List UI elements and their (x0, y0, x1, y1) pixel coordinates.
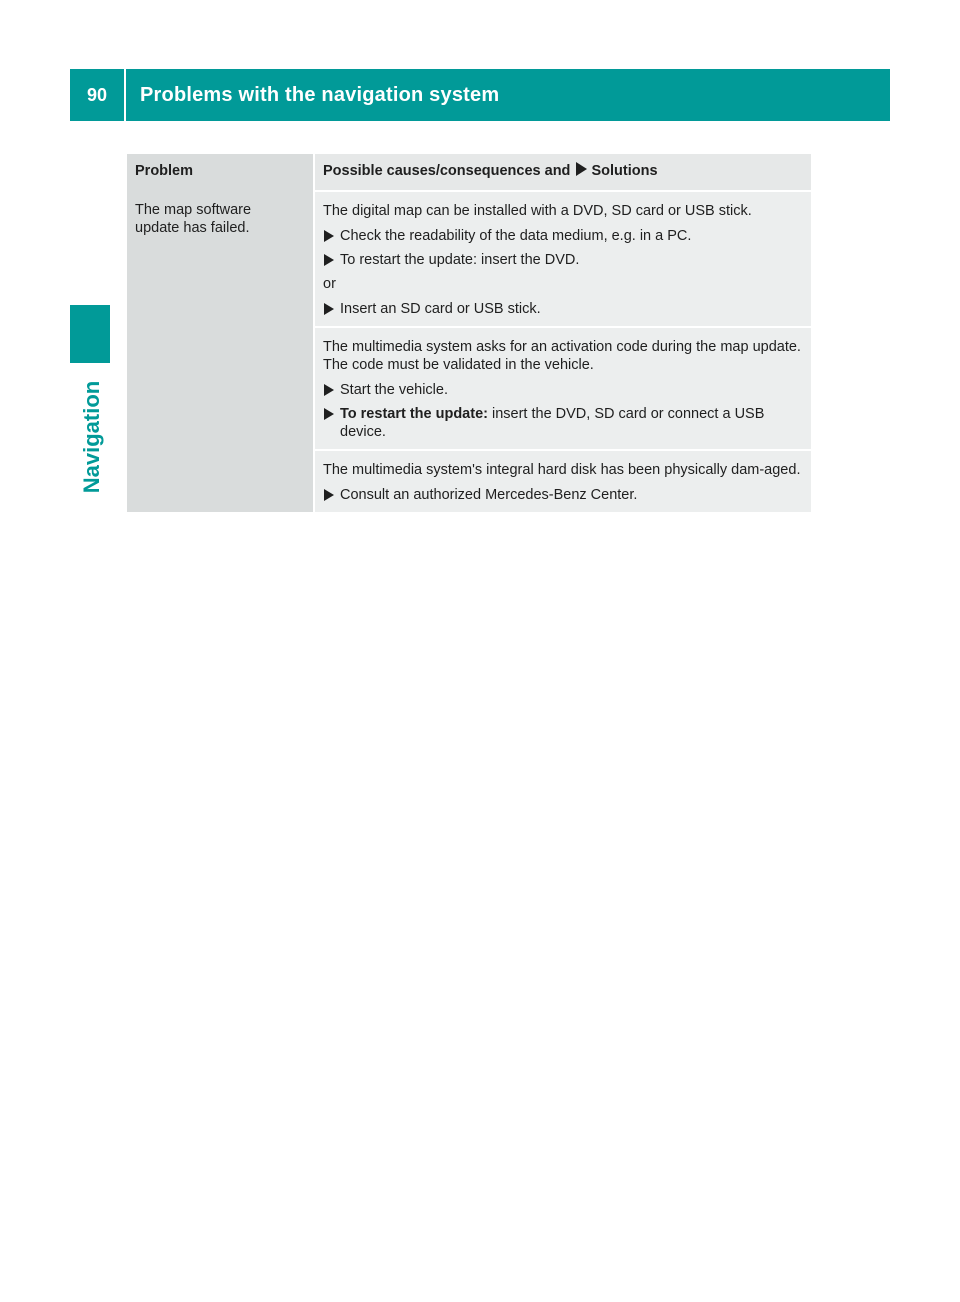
step-arrow-icon (324, 489, 334, 501)
solution-block-3 (314, 450, 811, 512)
step-text: insert the DVD, SD card or connect a USB device. (340, 406, 765, 440)
or-text: or (323, 276, 336, 292)
problem-text: The map software update has failed. (135, 202, 252, 236)
step-text: To restart the update: insert the DVD. (340, 252, 580, 268)
problem-cell (127, 191, 314, 512)
step-arrow-icon (324, 303, 334, 315)
column-header-solutions-label: Solutions (591, 163, 658, 179)
solution-block-1 (314, 191, 811, 327)
solution-step (323, 486, 803, 504)
page-number: 90 (70, 69, 126, 121)
step-text: Consult an authorized Mercedes-Benz Center. (340, 487, 638, 503)
column-header-solutions (314, 154, 811, 191)
side-tab-label: Navigation (79, 380, 104, 494)
page-header (70, 69, 890, 121)
step-arrow-icon (324, 408, 334, 420)
solution-step (323, 227, 803, 245)
step-text: Start the vehicle. (340, 382, 448, 398)
step-arrow-icon (324, 254, 334, 266)
step-text: Insert an SD card or USB stick. (340, 301, 541, 317)
column-header-solutions-text: Possible causes/consequences and (323, 163, 571, 179)
step-arrow-icon (324, 384, 334, 396)
side-tab (72, 378, 112, 496)
solution-step (323, 381, 803, 399)
solution-step (323, 405, 803, 441)
step-bold-text: To restart the update: (340, 406, 488, 422)
step-text: Check the readability of the data medium, e.g. in a PC. (340, 228, 692, 244)
solution-intro: The digital map can be installed with a DVD, SD card or USB stick. (323, 203, 752, 219)
side-marker (70, 305, 110, 363)
solution-step (323, 300, 803, 318)
column-header-problem: Problem (127, 154, 314, 191)
solution-step (323, 251, 803, 269)
arrow-right-icon (576, 162, 587, 176)
solution-block-2 (314, 327, 811, 450)
solution-intro: The multimedia system's integral hard disk has been physically dam-aged. (323, 462, 801, 478)
solution-intro: The multimedia system asks for an activation code during the map update. The code must be validated in the vehicle. (323, 339, 801, 373)
troubleshooting-table (127, 154, 811, 512)
section-title: Problems with the navigation system (140, 83, 500, 106)
step-arrow-icon (324, 230, 334, 242)
